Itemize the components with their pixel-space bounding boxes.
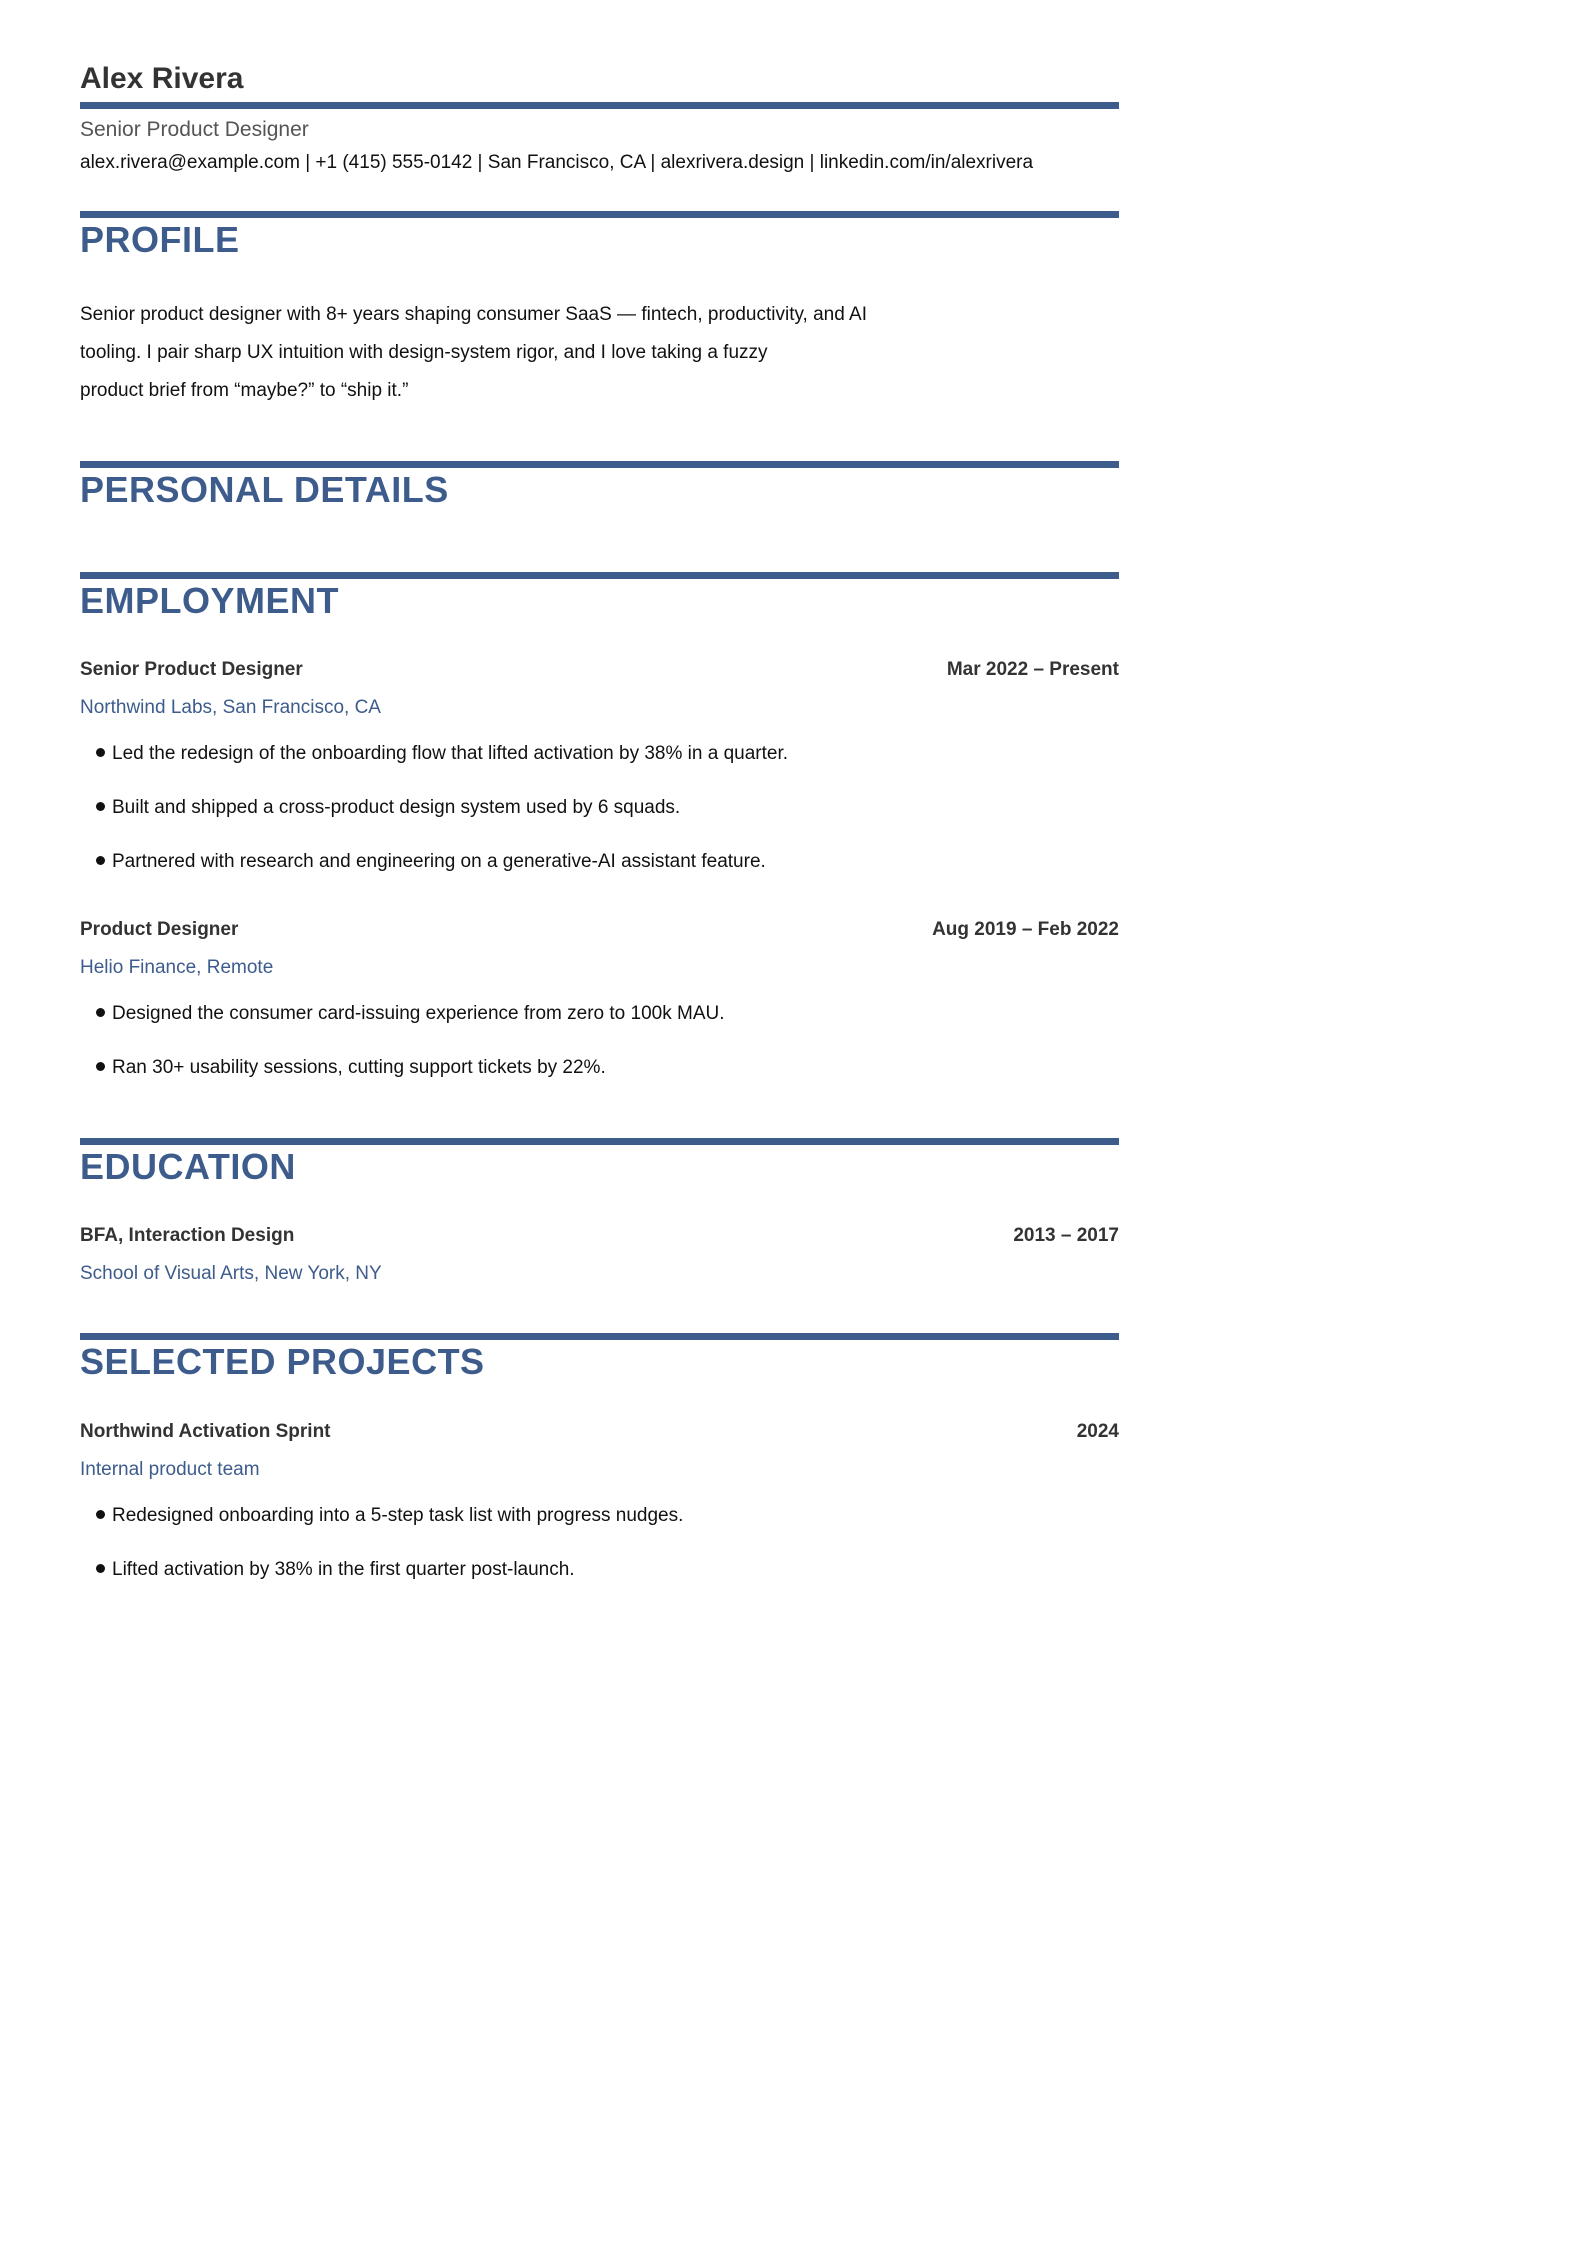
job-bullet (96, 851, 766, 873)
job-bullet (96, 797, 680, 819)
project-name: Northwind Activation Sprint (80, 1421, 331, 1442)
header-divider (80, 102, 1119, 109)
candidate-name: Alex Rivera (80, 62, 244, 95)
job-company: Helio Finance, Remote (80, 957, 274, 978)
personal-details-heading: PERSONAL DETAILS (80, 469, 449, 510)
profile-line: tooling. I pair sharp UX intuition with design-system rigor, and I love taking a fuzzy (80, 342, 768, 363)
bullet-icon (96, 1564, 105, 1573)
education-heading: EDUCATION (80, 1146, 296, 1187)
contact-line: alex.rivera@example.com | +1 (415) 555-0142 | San Francisco, CA | alexrivera.design | linkedin.com/in/alexrivera (80, 152, 1034, 173)
job-company: Northwind Labs, San Francisco, CA (80, 697, 381, 718)
profile-line: product brief from “maybe?” to “ship it.” (80, 380, 409, 401)
employment-divider (80, 572, 1119, 579)
bullet-icon (96, 856, 105, 865)
job-title: Senior Product Designer (80, 659, 303, 680)
bullet-text: Lifted activation by 38% in the first quarter post-launch. (112, 1559, 575, 1580)
personal-details-divider (80, 461, 1119, 468)
degree-dates: 2013 – 2017 (1013, 1225, 1119, 1246)
project-bullet (96, 1505, 683, 1527)
bullet-text: Designed the consumer card-issuing experience from zero to 100k MAU. (112, 1003, 725, 1024)
bullet-text: Ran 30+ usability sessions, cutting support tickets by 22%. (112, 1057, 606, 1078)
education-divider (80, 1138, 1119, 1145)
bullet-icon (96, 1510, 105, 1519)
job-bullet (96, 743, 788, 765)
bullet-icon (96, 1062, 105, 1071)
job-bullet (96, 1057, 606, 1079)
bullet-text: Redesigned onboarding into a 5-step task list with progress nudges. (112, 1505, 684, 1526)
job-dates: Aug 2019 – Feb 2022 (932, 919, 1119, 940)
profile-line: Senior product designer with 8+ years shaping consumer SaaS — fintech, productivity, and AI (80, 304, 867, 325)
bullet-icon (96, 748, 105, 757)
job-bullet (96, 1003, 725, 1025)
projects-heading: SELECTED PROJECTS (80, 1341, 485, 1382)
bullet-icon (96, 802, 105, 811)
bullet-icon (96, 1008, 105, 1017)
bullet-text: Built and shipped a cross-product design system used by 6 squads. (112, 797, 681, 818)
project-year: 2024 (1076, 1421, 1119, 1442)
bullet-text: Partnered with research and engineering on a generative-AI assistant feature. (112, 851, 766, 872)
degree-title: BFA, Interaction Design (80, 1225, 295, 1246)
job-title: Product Designer (80, 919, 239, 940)
candidate-title: Senior Product Designer (80, 118, 309, 141)
projects-divider (80, 1333, 1119, 1340)
job-dates: Mar 2022 – Present (946, 659, 1119, 680)
project-team: Internal product team (80, 1459, 260, 1480)
profile-heading: PROFILE (80, 219, 240, 260)
employment-heading: EMPLOYMENT (80, 580, 340, 621)
bullet-text: Led the redesign of the onboarding flow that lifted activation by 38% in a quarter. (112, 743, 789, 764)
school-name: School of Visual Arts, New York, NY (80, 1263, 382, 1284)
profile-divider (80, 211, 1119, 218)
project-bullet (96, 1559, 575, 1581)
